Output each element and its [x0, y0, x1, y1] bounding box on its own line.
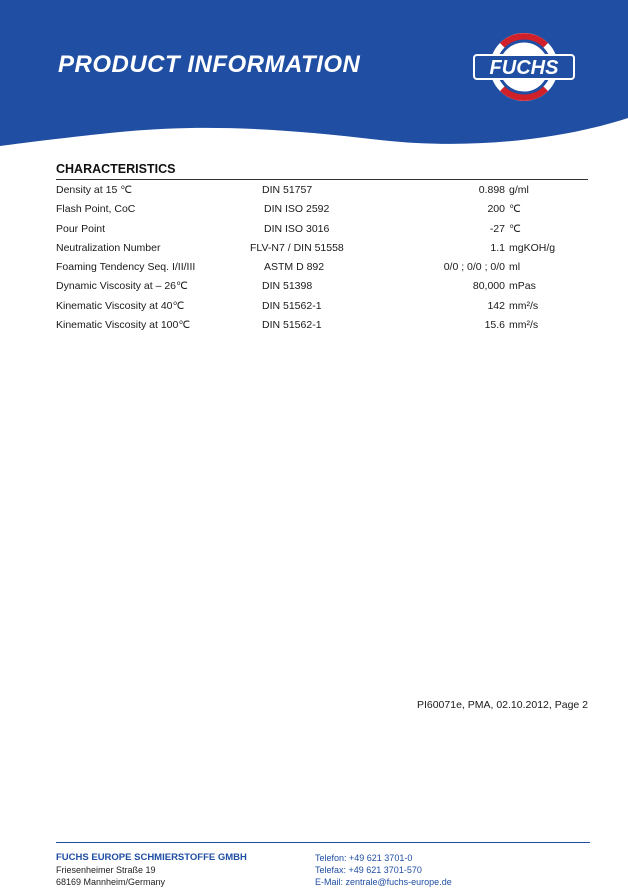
footer-email[interactable]: E-Mail: zentrale@fuchs-europe.de: [315, 877, 452, 887]
footer-divider: [56, 842, 590, 843]
property-cell: Foaming Tendency Seq. I/II/III: [56, 261, 196, 274]
value-cell: 0.898: [478, 184, 505, 196]
method-cell: DIN 51398: [262, 280, 313, 293]
unit-cell: mm²/s: [509, 319, 539, 332]
value-cell: 200: [487, 203, 505, 216]
value-cell: -27: [489, 222, 505, 235]
logo-text: FUCHS: [489, 57, 559, 79]
unit-cell: mm²/s: [509, 299, 539, 312]
footer-phone: Telefon: +49 621 3701-0: [315, 853, 413, 863]
footer-company-name: FUCHS EUROPE SCHMIERSTOFFE GMBH: [56, 852, 247, 863]
property-cell: Pour Point: [56, 222, 106, 235]
unit-cell: g/ml: [509, 184, 529, 196]
table-row: [56, 258, 588, 277]
footer-fax: Telefax: +49 621 3701-570: [315, 865, 422, 875]
table-row: [56, 200, 588, 219]
footer-address: [56, 852, 247, 888]
value-cell: 0/0 ; 0/0 ; 0/0: [443, 261, 505, 274]
unit-cell: ml: [509, 261, 521, 274]
property-cell: Density at 15 ℃: [56, 184, 132, 196]
table-row: [56, 181, 588, 200]
header-banner: [0, 0, 628, 160]
property-cell: Neutralization Number: [56, 241, 161, 254]
table-row: [56, 277, 588, 296]
page-reference: PI60071e, PMA, 02.10.2012, Page 2: [416, 699, 588, 711]
page-title: PRODUCT INFORMATION: [58, 51, 361, 78]
unit-cell: ℃: [509, 222, 521, 235]
value-cell: 1.1: [490, 241, 505, 254]
method-cell: DIN ISO 3016: [264, 222, 330, 235]
property-cell: Flash Point, CoC: [56, 203, 136, 216]
table-row: [56, 220, 588, 239]
unit-cell: mgKOH/g: [509, 241, 556, 254]
method-cell: ASTM D 892: [264, 261, 325, 274]
section-title: CHARACTERISTICS: [56, 162, 176, 176]
unit-cell: ℃: [509, 203, 521, 216]
value-cell: 142: [487, 299, 505, 312]
table-row: [56, 297, 588, 316]
table-row: [56, 316, 588, 335]
footer-city: 68169 Mannheim/Germany: [56, 877, 166, 887]
method-cell: FLV-N7 / DIN 51558: [250, 241, 344, 254]
value-cell: 80,000: [472, 280, 505, 293]
footer-contact: [315, 852, 452, 888]
property-cell: Kinematic Viscosity at 40℃: [56, 299, 185, 312]
fuchs-logo: [470, 25, 578, 109]
property-cell: Dynamic Viscosity at – 26℃: [56, 280, 188, 293]
fuchs-logo-graphic: [470, 25, 578, 109]
value-cell: 15.6: [484, 319, 505, 332]
section-divider: [56, 179, 588, 180]
method-cell: DIN 51562-1: [262, 319, 322, 332]
method-cell: DIN ISO 2592: [264, 203, 330, 216]
unit-cell: mPas: [509, 280, 536, 293]
characteristics-table: [56, 181, 588, 335]
table-row: [56, 239, 588, 258]
method-cell: DIN 51562-1: [262, 299, 322, 312]
property-cell: Kinematic Viscosity at 100℃: [56, 319, 191, 332]
method-cell: DIN 51757: [262, 184, 313, 196]
footer-street: Friesenheimer Straße 19: [56, 865, 156, 875]
